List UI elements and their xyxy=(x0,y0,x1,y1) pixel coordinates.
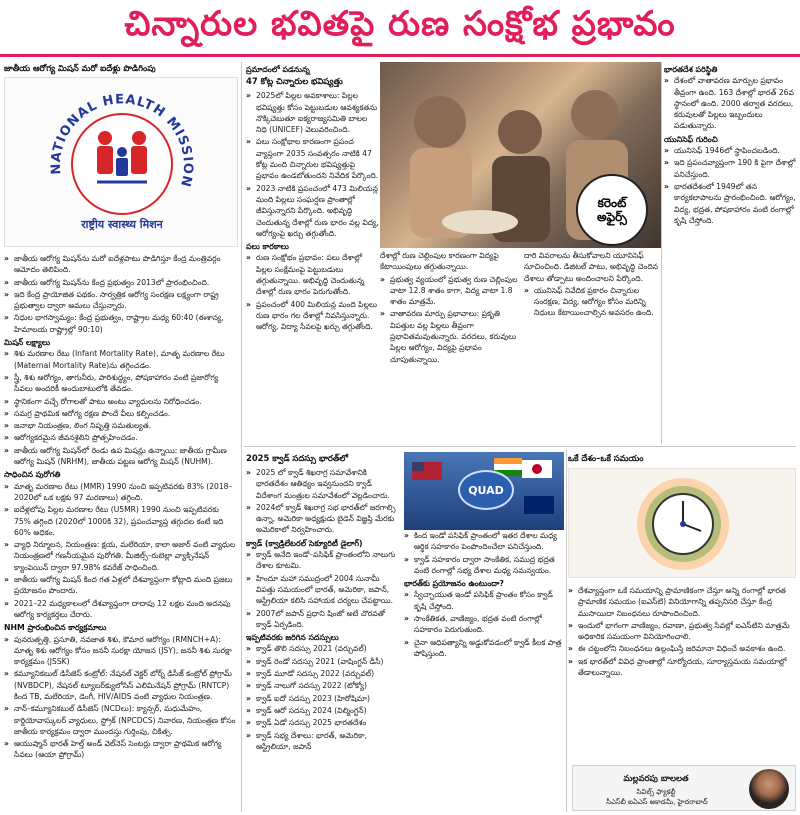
clock-graphic xyxy=(569,469,796,578)
list-item: » ఈ చట్టంలోని నిబంధనలు ఉల్లంఘిస్తే జరిమానా విధించే అవకాశం ఉంది. xyxy=(568,643,796,654)
nhm-logo-graphic xyxy=(37,86,207,236)
column-divider xyxy=(566,450,567,812)
nhm-achievements xyxy=(4,481,238,621)
list-item: » కింద ఇండో పసిఫిక్ ప్రాంతంలో ఇతర దేశాల మధ్య ఆర్థిక సహకారం పెంపొందించేలా పనిచేస్తుంది. xyxy=(404,530,564,553)
list-item: » యునిసెఫ్ నివేదిక ప్రకారం చిన్నారుల సంరక్షణ, విద్య, ఆరోగ్యం కోసం మరిన్ని నిధులు కేటాయించాల్సిన అవసరం ఉంది. xyxy=(524,285,662,319)
list-item: » క్వాడ్ ఏడో సదస్సు 2025 భారతదేశం xyxy=(246,717,396,728)
author-role: సివిల్స్ ఫ్యాకల్టీ xyxy=(636,788,676,796)
list-item: » జనాభా నియంత్రణ, లింగ నిష్పత్తి సమతుల్యత. xyxy=(4,420,238,431)
debt-kicker: ప్రమాదంలో పడనున్న xyxy=(246,65,310,74)
list-item: » క్వాడ్ మూడో సదస్సు 2022 (వర్చువల్) xyxy=(246,668,396,679)
section-divider xyxy=(244,446,796,447)
quad-india-title: భారత్‌కు ప్రయోజనం ఉంటుందా? xyxy=(404,579,504,589)
list-item: » దేశంలో వాతావరణ మార్పుల ప్రభావం తీవ్రంగా ఉంది. 163 దేశాల్లో భారత్ 26వ స్థానంలో ఉంది. 2000 తర్వాత వరదలు, కరువులతో పిల్లలు ఇబ్బందులు పడుతున్నారు. xyxy=(664,75,796,131)
list-item: » ఆయుష్మాన్ భారత్ హెల్త్ అండ్ వెల్‌నెస్ సెంటర్లు ద్వారా ప్రాథమిక ఆరోగ్య సేవలు (ఆయా ప్రోగ్రామ్) xyxy=(4,738,238,761)
list-item: » యునిసెఫ్ 1946లో స్థాపించబడింది. xyxy=(664,145,796,156)
india-title: భారతదేశ పరిస్థితి xyxy=(664,65,718,74)
list-item: » చైనా ఆధిపత్యాన్ని అడ్డుకోవడంలో క్వాడ్ కీలక పాత్ర పోషిస్తుంది. xyxy=(404,637,564,660)
debt-article-continued xyxy=(380,250,662,442)
list-item: » 2024లో క్వాడ్ శిఖరాగ్ర సభ భారత్‌లో జరగాల్సి ఉన్నా, అమెరికా అధ్యక్షుడు బైడెన్ విజ్ఞప్తి మేరకు అమెరికాలో నిర్వహించారు. xyxy=(246,502,396,536)
nhm-bullets xyxy=(4,253,238,335)
list-item: » ఆరోగ్యకరమైన జీవనశైలిని ప్రోత్సహించడం. xyxy=(4,432,238,443)
list-item: » క్వాడ్ అనేది ఇండో–పసిఫిక్ ప్రాంతంలోని నాలుగు దేశాల కూటమి. xyxy=(246,549,396,572)
list-item: » 2023 నాటికి ప్రపంచంలో 473 మిలియన్ల మంది పిల్లలు సంఘర్షణ ప్రాంతాల్లో జీవిస్తున్నారని పేర్కొంది. అభివృద్ధి చెందుతున్న దేశాల్లో రుణ భారం వల్ల విద్య, ఆరోగ్యంపై ఖర్చు తగ్గుతోంది. xyxy=(246,183,379,239)
list-item: » క్వాడ్ ఆరో సదస్సు 2024 (విల్మింగ్టన్) xyxy=(246,705,396,716)
nhm-goals-title: మిషన్ లక్ష్యాలు xyxy=(4,338,51,348)
list-item: » క్వాడ్ రెండో సదస్సు 2021 (వాషింగ్టన్ డీసీ) xyxy=(246,656,396,667)
list-item: » హిందూ మహా సముద్రంలో 2004 సునామీ విపత్తు సమయంలో భారత్, అమెరికా, జపాన్, ఆస్ట్రేలియా కలిసి సహాయక చర్యలు చేపట్టాయి. xyxy=(246,573,396,607)
nhm-logo xyxy=(4,77,238,247)
author-card xyxy=(572,765,796,811)
list-item: » శిశు మరణాల రేటు (Infant Mortality Rate), మాతృ మరణాల రేటు (Maternal Mortality Rate)ను తగ్గించడం. xyxy=(4,348,238,371)
list-item: » క్వాడ్ తొలి సదస్సు 2021 (వర్చువల్) xyxy=(246,643,396,654)
quad-title: 2025 క్వాడ్ సదస్సు భారత్‌లో xyxy=(246,453,349,463)
quad-image xyxy=(404,452,564,530)
debt-article xyxy=(246,62,379,442)
list-item: » క్వాడ్ సభ్య దేశాలు: భారత్, అమెరికా, ఆస్ట్రేలియా, జపాన్ xyxy=(246,730,396,753)
nhm-goals xyxy=(4,348,238,467)
author-name: మల్లవరపు బాలలత xyxy=(623,774,689,784)
list-item: » జాతీయ ఆరోగ్య మిషన్‌ను కేంద్ర ప్రభుత్వం 2013లో ప్రారంభించింది. xyxy=(4,277,238,288)
list-item: » భారతదేశంలో 1949లో తన కార్యకలాపాలను ప్రారంభించింది. ఆరోగ్యం, విద్య, భద్రత, పోషకాహారం వంటి రంగాల్లో కృషి చేస్తోంది. xyxy=(664,181,796,226)
list-item: » 2025లో పిల్లల అవకాశాలు: పిల్లల భవిష్యత్తు కోసం పెట్టుబడుల ఆవశ్యకతను నొక్కిచెబుతూ ఐక్యరాజ్యసమితి బాలల నిధి (UNICEF) వెలువరించింది. xyxy=(246,90,379,135)
nhm-hindi-text: राष्ट्रीय स्वास्थ्य मिशन xyxy=(81,218,163,231)
badge-line-1: కరెంట్ xyxy=(597,196,627,210)
list-item: » స్వేచ్ఛాయుత ఇండో పసిఫిక్ ప్రాంతం కోసం క్వాడ్ కృషి చేస్తోంది. xyxy=(404,589,564,612)
nhm-programs xyxy=(4,634,238,761)
list-item: » ఐదేళ్లలోపు పిల్లల మరణాల రేటు (U5MR) 1990 నుంచి ఇప్పటివరకు 75% తగ్గింది (2020లో 1000కి 32), ప్రపంచవ్యాప్త తగ్గుదల కంటే ఇది 60% అధికం. xyxy=(4,504,238,538)
list-item: » వాతావరణ మార్పు ప్రభావాలు: ప్రకృతి విపత్తుల వల్ల పిల్లలు తీవ్రంగా ప్రభావితమవుతున్నారు. వరదలు, కరువులు పిల్లల ఆరోగ్యం, విద్యపై ప్రభావం చూపుతున్నాయి. xyxy=(380,308,518,364)
list-item: » సాంకేతికత, వాణిజ్యం, భద్రత వంటి రంగాల్లో సహకారం పెరుగుతుంది. xyxy=(404,613,564,636)
column-divider xyxy=(241,62,242,812)
quad-summits-title: ఇప్పటివరకు జరిగిన సదస్సులు xyxy=(246,633,339,643)
current-affairs-badge xyxy=(576,174,648,246)
list-item: » కమ్యూనికబుల్ డిసీజెస్ కంట్రోల్: నేషనల్ వెక్టర్ బోర్న్ డిసీజ్ కంట్రోల్ ప్రోగ్రామ్ (NVBDCP), నేషనల్ ట్యూబర్‌క్యులోసిస్ ఎలిమినేషన్ ప్రోగ్రామ్ (RNTCP) కింద TB, మలేరియా, డెంగీ, HIV/AIDS వంటి వ్యాధుల నియంత్రణ. xyxy=(4,668,238,702)
debt-factors-title: పలు కారకాలు xyxy=(246,242,289,252)
list-item: » ప్రభుత్వ వ్యయంలో ప్రభుత్వ రుణ చెల్లింపుల వాటా 12.8 శాతం కాగా, విద్య వాటా 1.8 శాతం మాత్రమే. xyxy=(380,274,518,308)
list-item: » జాతీయ ఆరోగ్య మిషన్‌లో రెండు ఉప మిషన్లు ఉన్నాయి: జాతీయ గ్రామీణ ఆరోగ్య మిషన్ (NRHM), జాతీయ పట్టణ ఆరోగ్య మిషన్ (NUHM). xyxy=(4,445,238,468)
nhm-programs-title: NHM ప్రారంభించిన కార్యక్రమాలు xyxy=(4,623,107,633)
quad-article xyxy=(246,452,396,814)
list-item: » ఇందులో భాగంగా వాణిజ్యం, రవాణా, ప్రభుత్వ సేవల్లో ఐఎస్‌టిని మాత్రమే అధికారిక సమయంగా వినియోగించాలి. xyxy=(568,620,796,643)
list-item: » నాన్–కమ్యూనికబుల్ డిసీజెస్ (NCDలు): క్యాన్సర్, మధుమేహం, కార్డియోవాస్కులర్ వ్యాధులు, స్ట్రోక్ (NPCDCS) నివారణ, నియంత్రణ కోసం జాతీయ కార్యక్రమం ద్వారా ముందస్తు గుర్తింపు, చికిత్స. xyxy=(4,703,238,737)
badge-line-2: అఫైర్స్ xyxy=(597,210,627,224)
list-item: » పలు సంక్షోభాల కారణంగా ప్రపంచ వ్యాప్తంగా 2035 సంవత్సరం నాటికి 47 కోట్ల మంది చిన్నారుల భవిష్యత్తుపై ప్రభావం ఉండబోతుందని నివేదిక పేర్కొంది. xyxy=(246,136,379,181)
quad-about-title: క్వాడ్ (క్వాడ్రిలేటరల్ సెక్యూరిటీ డైలాగ్) xyxy=(246,538,363,548)
body-paragraph: దేశాల్లో రుణ చెల్లింపుల కారణంగా విద్యపై కేటాయింపులు తగ్గుతున్నాయి. xyxy=(380,251,499,272)
nhm-achievements-title: సాధించిన పురోగతి xyxy=(4,470,61,480)
list-item: » వ్యాధి నిర్మూలన, నియంత్రణ: క్షయ, మలేరియా, కాలా అజార్ వంటి వ్యాధుల నియంత్రణలో గణనీయమైన పురోగతి. మీజిల్స్–రుబెల్లా వ్యాక్సినేషన్ క్యాంపెయిన్ ద్వారా 97.98% కవరేజ్ సాధించింది. xyxy=(4,539,238,573)
debt-title: 47 కోట్ల చిన్నారుల భవిష్యత్తు xyxy=(246,76,343,87)
list-item: » 2021–22 మధ్యకాలంలో దేశవ్యాప్తంగా దాదాపు 12 లక్షల మంది అదనపు ఆరోగ్య కార్యకర్తలు చేరారు. xyxy=(4,598,238,621)
list-item: » క్వాడ్ సహకారం ద్వారా సాంకేతిక, సముద్ర భద్రత వంటి రంగాల్లో సభ్య దేశాల మధ్య సమన్వయం. xyxy=(404,554,564,577)
list-item: » మాతృ మరణాల రేటు (MMR) 1990 నుంచి ఇప్పటివరకు 83% (2018–2020లో ఒక లక్షకు 97 మరణాలు) తగ్గింది. xyxy=(4,481,238,504)
list-item: » రుణ సంక్షోభం ప్రభావం: పలు దేశాల్లో పిల్లల సంక్షేమంపై పెట్టుబడులు తగ్గుతున్నాయి. అభివృద్ధి చెందుతున్న దేశాల్లో రుణ భారం పెరుగుతోంది. xyxy=(246,252,379,297)
list-item: » క్వాడ్ ఐదో సదస్సు 2023 (హిరోషిమా) xyxy=(246,693,396,704)
unicef-title: యునిసెఫ్ గురించి xyxy=(664,134,718,144)
column-divider xyxy=(661,62,662,444)
one-nation-title: ఒకే దేశం–ఒకే సమయం xyxy=(568,453,644,463)
list-item: » ప్రపంచంలో 400 మిలియన్ల మంది పిల్లలు రుణ భారం గల దేశాల్లో నివసిస్తున్నారు. ఆరోగ్య, విద్యా సేవలపై ఖర్చు తగ్గుతోంది. xyxy=(246,299,379,333)
headline-rule xyxy=(0,54,800,57)
nhm-title: జాతీయ ఆరోగ్య మిషన్ మరో ఐదేళ్లు పొడిగింపు xyxy=(4,63,156,73)
list-item: » క్వాడ్ నాలుగో సదస్సు 2022 (టోక్యో) xyxy=(246,680,396,691)
list-item: » దేశవ్యాప్తంగా ఒకే సమయాన్ని ప్రామాణికంగా చేస్తూ అన్ని రంగాల్లో భారత ప్రామాణిక సమయం (ఐఎస్‌టి) వినియోగాన్ని తప్పనిసరి చేస్తూ కేంద్ర ముసాయిదా నిబంధనలు రూపొందించింది. xyxy=(568,585,796,619)
headline-text: చిన్నారుల భవితపై రుణ సంక్షోభ ప్రభావం xyxy=(124,4,676,44)
list-item: » స్థానికంగా వచ్చే రోగాలతో పాటు అంటు వ్యాధులను నిరోధించడం. xyxy=(4,396,238,407)
list-item: » పునరుత్పత్తి, ప్రసూతి, నవజాత శిశు, కౌమార ఆరోగ్యం (RMNCH+A): మాతృ శిశు ఆరోగ్యం కోసం జననీ సురక్షా యోజన (JSY), జననీ శిశు సురక్షా కార్యక్రమం (JSSK) xyxy=(4,634,238,668)
list-item: » నిధుల భాగస్వామ్యం: కేంద్ర ప్రభుత్వం, రాష్ట్రాల మధ్య 60:40 (ఈశాన్య, హిమాలయ రాష్ట్రాల్లో 90:10) xyxy=(4,312,238,335)
list-item: » సమగ్ర ప్రాథమిక ఆరోగ్య రక్షణ పొందే వీలు కల్పించడం. xyxy=(4,408,238,419)
list-item: » ఇది కేంద్ర ప్రాయోజిత పథకం. సార్వత్రిక ఆరోగ్య సంరక్షణ లక్ష్యంగా రాష్ట్ర ప్రభుత్వాల ద్వారా అమలు చేస్తున్నారు. xyxy=(4,289,238,312)
clock-illustration xyxy=(568,468,796,578)
list-item: » జాతీయ ఆరోగ్య మిషన్ కింద గత ఏళ్లలో దేశవ్యాప్తంగా కోట్లాది మంది ప్రజలు ప్రయోజనం పొందారు. xyxy=(4,574,238,597)
list-item: » ఇక భారత్‌లో వివిధ ప్రాంతాల్లో సూర్యోదయ, సూర్యాస్తమయ సమయాల్లో తేడాలున్నాయి. xyxy=(568,656,796,679)
quad-logo-label: QUAD xyxy=(458,470,514,510)
children-photo xyxy=(380,62,662,248)
nhm-ring-text: NATIONAL HEALTH MISSION xyxy=(48,92,196,189)
page-headline xyxy=(0,0,800,52)
author-photo xyxy=(749,769,789,809)
list-item: » ఇది ప్రపంచవ్యాప్తంగా 190 కి పైగా దేశాల్లో పనిచేస్తుంది. xyxy=(664,157,796,180)
body-paragraph: దారి వివరాలను తీసుకోవాలని యూనిసెఫ్ సూచించింది. డిజిటల్ పాటు, అభివృద్ధి చెందిన దేశాలు తోడ్పాటు అందించాలని పేర్కొంది. xyxy=(524,251,659,283)
list-item: » జాతీయ ఆరోగ్య మిషన్‌ను మరో ఐదేళ్లపాటు పొడిగిస్తూ కేంద్ర మంత్రివర్గం ఆమోదం తెలిపింది. xyxy=(4,253,238,276)
list-item: » 2025 లో క్వాడ్ శిఖరాగ్ర సమావేశానికి భారతదేశం ఆతిథ్యం ఇవ్వనుందని క్వాడ్ విదేశాంగ మంత్రుల సమావేశంలో వెల్లడించారు. xyxy=(246,467,396,501)
list-item: » 2007లో జపాన్ ప్రధాని షింజో అబే చొరవతో క్వాడ్ ఏర్పడింది. xyxy=(246,608,396,631)
author-org: సీఎస్‌బీ ఐఏఎస్ అకాడమీ, హైదరాబాద్ xyxy=(606,798,708,806)
list-item: » స్త్రీ, శిశు ఆరోగ్యం, తాగునీరు, పారిశుద్ధ్యం, పోషకాహారం వంటి ప్రజారోగ్య సేవలు అందరికీ అందుబాటులోకి తేవడం. xyxy=(4,372,238,395)
nhm-article xyxy=(4,62,238,814)
debt-article-sidebar xyxy=(664,62,796,442)
quad-article-continued xyxy=(404,530,564,814)
